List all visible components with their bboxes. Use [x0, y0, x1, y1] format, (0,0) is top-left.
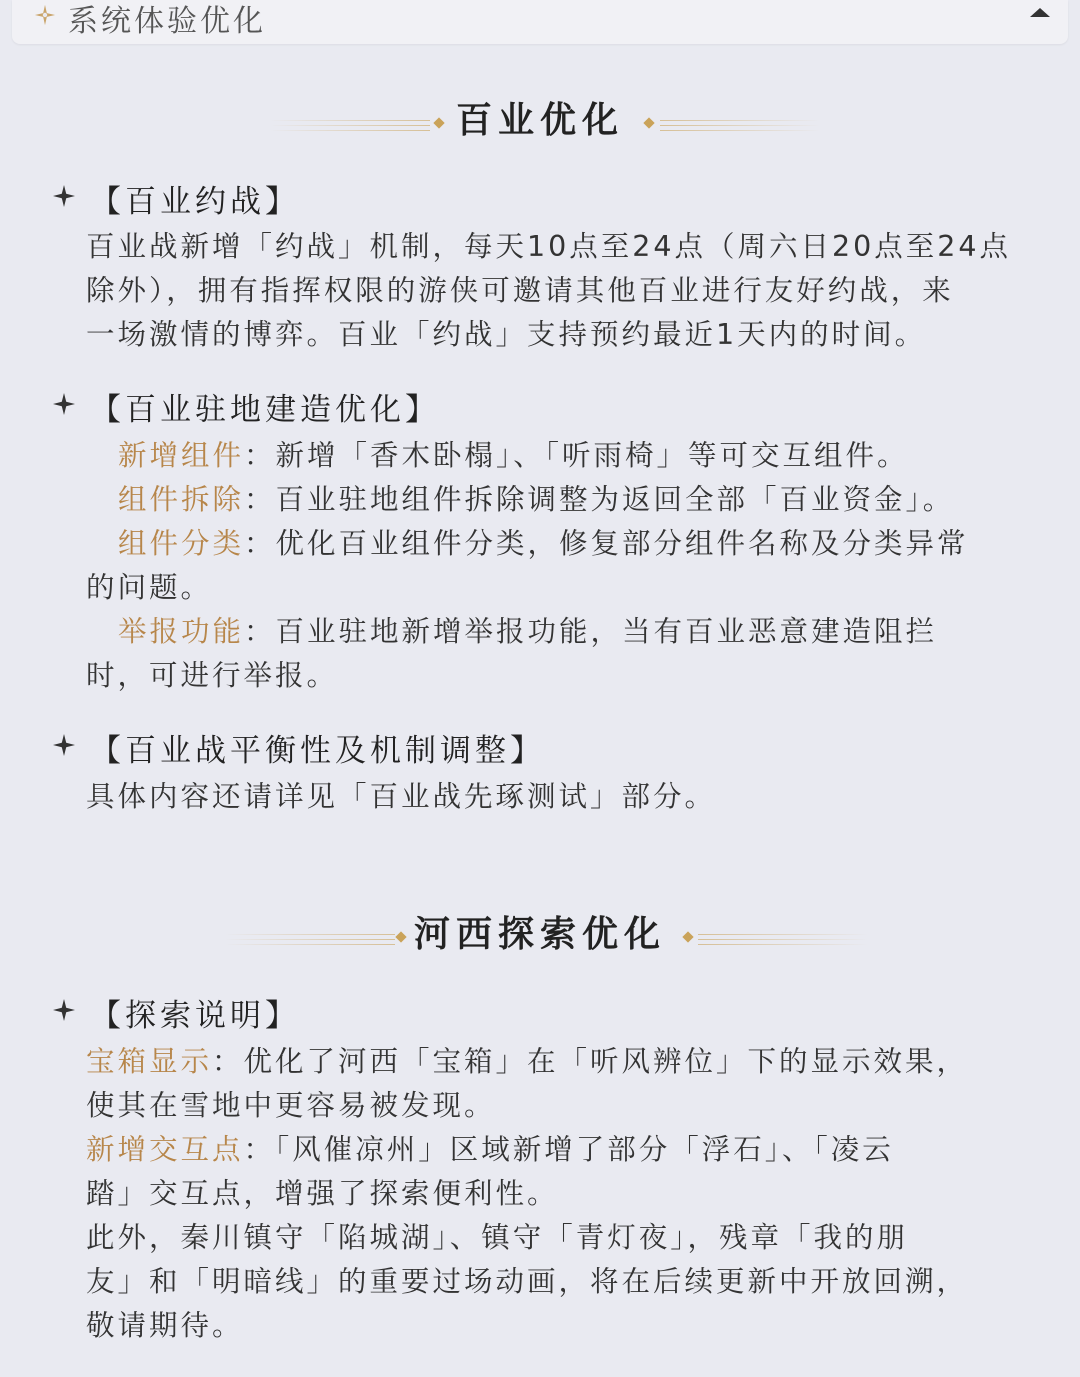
divider-right — [698, 934, 868, 946]
sparkle-icon — [34, 4, 56, 26]
item-text: 新增「香木卧榻」、「听雨椅」等可交互组件。 — [275, 439, 909, 472]
item-text: 「风催凉州」区域新增了部分「浮石」、「凌云 — [275, 1133, 894, 1166]
item-text: 优化百业组件分类，修复部分组件名称及分类异常 — [275, 527, 969, 560]
item-label: 举报功能 — [118, 615, 245, 648]
list-item — [86, 610, 1036, 654]
text-line: 使其在雪地中更容易被发现。 — [86, 1089, 496, 1122]
section-heading — [0, 906, 1080, 966]
item-label: 新增交互点 — [86, 1133, 244, 1166]
section-heading — [0, 92, 1080, 152]
text-line: 踏」交互点，增强了探索便利性。 — [86, 1177, 559, 1210]
text-line: 敬请期待。 — [86, 1309, 244, 1342]
text-line: 时，可进行举报。 — [86, 659, 339, 692]
item-text: 优化了河西「宝箱」在「听风辨位」下的显示效果， — [243, 1045, 969, 1078]
list-item — [86, 522, 1036, 566]
item-label: 宝箱显示 — [86, 1045, 213, 1078]
item-separator: ： — [244, 527, 276, 560]
item-label: 组件拆除 — [118, 483, 245, 516]
item-separator: ： — [244, 439, 276, 472]
text-line: 的问题。 — [86, 571, 213, 604]
item-label: 组件分类 — [118, 527, 245, 560]
paragraph — [86, 434, 1036, 698]
subsection-title: 【百业战平衡性及机制调整】 — [90, 733, 545, 769]
item-separator: ： — [243, 1133, 276, 1166]
paragraph — [86, 1040, 1036, 1348]
subsection-title: 【百业约战】 — [90, 184, 300, 220]
item-separator: ： — [244, 615, 276, 648]
collapsible-section-header[interactable] — [12, 0, 1068, 44]
four-point-star-icon — [52, 998, 76, 1022]
text-line: 除外），拥有指挥权限的游侠可邀请其他百业进行友好约战，来 — [86, 274, 954, 307]
paragraph — [86, 775, 1036, 819]
item-text: 百业驻地组件拆除调整为返回全部「百业资金」。 — [275, 483, 955, 516]
section-title: 系统体验优化 — [68, 4, 266, 39]
divider-right — [660, 120, 820, 132]
text-line: 一场激情的博弈。百业「约战」支持预约最近1天内的时间。 — [86, 318, 927, 351]
item-label: 新增组件 — [118, 439, 245, 472]
list-item — [86, 1040, 1036, 1084]
item-separator: ： — [212, 1045, 244, 1078]
section-title: 百业优化 — [455, 100, 624, 141]
collapse-caret-icon[interactable] — [1030, 8, 1050, 17]
item-separator: ： — [244, 483, 276, 516]
text-line: 百业战新增「约战」机制，每天10点至24点（周六日20点至24点 — [86, 230, 1012, 263]
text-line: 具体内容还请详见「百业战先琢测试」部分。 — [86, 780, 717, 813]
four-point-star-icon — [52, 392, 76, 416]
list-item — [86, 478, 1036, 522]
text-line: 此外，秦川镇守「陷城湖」、镇守「青灯夜」，残章「我的朋 — [86, 1221, 909, 1254]
section-title: 河西探索优化 — [413, 914, 666, 955]
text-line: 友」和「明暗线」的重要过场动画，将在后续更新中开放回溯， — [86, 1265, 969, 1298]
list-item — [86, 1128, 1036, 1172]
four-point-star-icon — [52, 733, 76, 757]
subsection-title: 【探索说明】 — [90, 998, 300, 1034]
list-item — [86, 434, 1036, 478]
subsection-title: 【百业驻地建造优化】 — [90, 392, 440, 428]
four-point-star-icon — [52, 184, 76, 208]
paragraph — [86, 225, 1036, 357]
item-text: 百业驻地新增举报功能，当有百业恶意建造阻拦 — [275, 615, 938, 648]
